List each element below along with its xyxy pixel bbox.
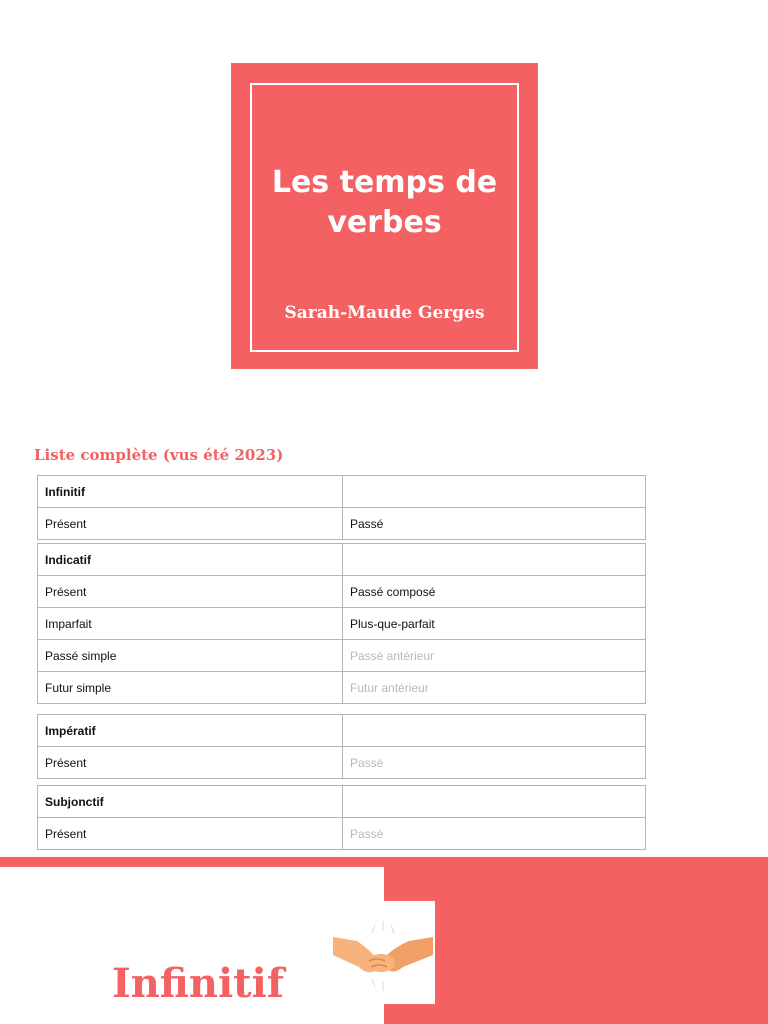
table-row [38,715,646,747]
list-title: Liste complète (vus été 2023) [34,446,284,464]
table-cell: Impératif [38,715,343,747]
table-cell: Futur simple [38,672,343,704]
table-row [38,576,646,608]
table-row [38,508,646,540]
table-row [38,672,646,704]
table-cell: Indicatif [38,544,343,576]
table-row [38,786,646,818]
table-cell: Passé [343,508,646,540]
cover-title: Les temps de verbes [271,165,498,240]
table-cell: Imparfait [38,608,343,640]
table-row [38,818,646,850]
table-cell: Passé simple [38,640,343,672]
table-cell: Passé [343,747,646,779]
cover-author: Sarah-Maude Gerges [284,303,485,323]
table-cell: Infinitif [38,476,343,508]
section-heading: Infinitif [112,960,285,1007]
table-cell: Présent [38,576,343,608]
table-row [38,476,646,508]
infinitif-table [37,475,646,540]
table-cell: Subjonctif [38,786,343,818]
table-cell: Présent [38,818,343,850]
imperatif-table [37,714,646,779]
cover-card [231,63,538,369]
table-cell: Futur antérieur [343,672,646,704]
table-row [38,608,646,640]
table-cell: Présent [38,747,343,779]
table-cell: Passé composé [343,576,646,608]
table-cell: Présent [38,508,343,540]
handshake-icon [331,901,435,1004]
table-cell [343,476,646,508]
table-cell [343,786,646,818]
table-row [38,544,646,576]
table-cell: Plus-que-parfait [343,608,646,640]
table-row [38,640,646,672]
table-cell [343,715,646,747]
table-row [38,747,646,779]
indicatif-table [37,543,646,704]
subjonctif-table [37,785,646,850]
table-cell: Passé [343,818,646,850]
table-cell [343,544,646,576]
table-cell: Passé antérieur [343,640,646,672]
